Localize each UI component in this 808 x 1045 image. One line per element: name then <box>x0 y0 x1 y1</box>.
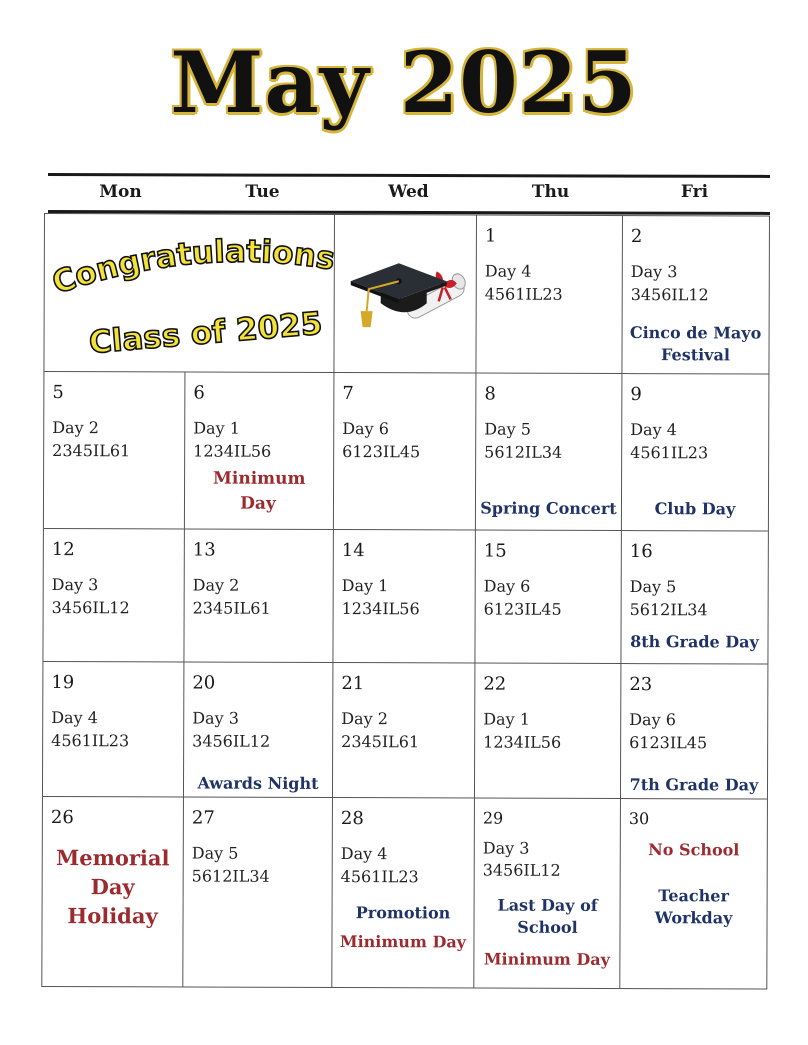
banner-line1: Congratulations <box>47 233 337 302</box>
event-label: Memorial Day Holiday <box>55 845 170 929</box>
schedule-code: 4561IL23 <box>340 867 419 887</box>
svg-text:Congratulations <box>48 233 337 302</box>
weekday-fri: Fri <box>680 182 709 202</box>
day-cell[interactable] <box>332 798 475 987</box>
congratulations-banner <box>46 232 336 363</box>
day-cell[interactable] <box>476 374 623 532</box>
weekday-mon: Mon <box>99 182 142 202</box>
rotation-day: Day 4 <box>51 708 98 728</box>
day-cell[interactable] <box>183 797 333 987</box>
date-number: 16 <box>629 541 653 563</box>
event-label: Spring Concert <box>480 498 617 519</box>
event-label: Minimum Day <box>483 949 610 969</box>
day-cell[interactable] <box>43 529 184 662</box>
header-top-rule <box>48 173 770 178</box>
date-number: 1 <box>484 225 497 247</box>
rotation-day: Day 1 <box>483 709 530 729</box>
schedule-code: 5612IL34 <box>484 442 563 462</box>
date-number: 7 <box>342 383 354 405</box>
date-number: 14 <box>341 540 365 562</box>
day-cell[interactable] <box>621 531 767 665</box>
event-label: Club Day <box>654 499 736 519</box>
day-cell[interactable] <box>474 799 621 989</box>
rotation-day: Day 2 <box>192 575 240 595</box>
weekday-wed: Wed <box>388 182 429 202</box>
schedule-code: 6123IL45 <box>342 442 421 462</box>
day-cell[interactable] <box>43 662 184 797</box>
schedule-code: 2345IL61 <box>52 441 131 461</box>
rotation-day: Day 2 <box>52 418 99 438</box>
rotation-day: Day 5 <box>484 419 531 439</box>
rotation-day: Day 4 <box>484 261 532 281</box>
day-cell[interactable] <box>475 664 621 800</box>
event-label: Minimum Day <box>339 932 467 952</box>
date-number: 19 <box>51 672 75 694</box>
date-number: 21 <box>341 673 365 695</box>
schedule-code: 1234IL56 <box>483 732 562 752</box>
schedule-code: 3456IL12 <box>482 860 561 880</box>
day-cell[interactable] <box>184 662 333 798</box>
day-cell[interactable] <box>333 530 475 663</box>
event-label: Teacher Workday <box>654 886 733 928</box>
weekday-thu: Thu <box>531 182 570 202</box>
rotation-day: Day 4 <box>630 420 677 440</box>
date-number: 9 <box>630 384 642 406</box>
rotation-day: Day 6 <box>629 710 676 730</box>
page-title: May 2025 <box>170 33 638 132</box>
day-cell[interactable] <box>44 372 186 529</box>
rotation-day: Day 3 <box>630 262 678 282</box>
rotation-day: Day 5 <box>191 843 239 863</box>
grad-image-cell <box>334 215 477 373</box>
rotation-day: Day 6 <box>342 419 389 439</box>
day-cell[interactable] <box>185 372 335 530</box>
event-label: Last Day of School <box>497 895 598 937</box>
schedule-code: 3456IL12 <box>192 731 271 751</box>
graduation-cap-icon <box>343 241 473 341</box>
event-label: 8th Grade Day <box>630 632 759 652</box>
date-number: 22 <box>483 673 507 695</box>
congrats-banner-cell <box>44 214 335 373</box>
banner-line2: Class of 2025 <box>87 305 324 362</box>
rotation-day: Day 4 <box>340 844 388 864</box>
schedule-code: 5612IL34 <box>191 866 270 886</box>
schedule-code: 2345IL61 <box>341 732 420 752</box>
rotation-day: Day 1 <box>193 418 240 438</box>
date-number: 30 <box>628 809 650 829</box>
date-number: 13 <box>192 539 216 561</box>
event-label: No School <box>648 840 740 860</box>
event-label: Promotion <box>355 903 451 923</box>
event-label: Awards Night <box>197 773 319 793</box>
date-number: 12 <box>51 539 75 561</box>
event-label: 7th Grade Day <box>629 775 759 795</box>
day-cell[interactable] <box>622 374 769 532</box>
day-cell[interactable] <box>620 799 767 989</box>
date-number: 2 <box>630 226 643 248</box>
date-number: 28 <box>340 808 364 830</box>
rotation-day: Day 6 <box>483 576 531 596</box>
rotation-day: Day 3 <box>192 708 239 728</box>
date-number: 8 <box>484 383 496 405</box>
schedule-code: 2345IL61 <box>192 598 271 618</box>
rotation-day: Day 5 <box>629 577 677 597</box>
calendar-grid <box>41 213 770 990</box>
day-cell[interactable] <box>621 664 767 800</box>
date-number: 23 <box>629 674 653 696</box>
weekday-tue: Tue <box>245 182 280 202</box>
day-cell[interactable] <box>334 373 477 530</box>
date-number: 26 <box>50 807 74 829</box>
date-number: 29 <box>482 808 504 828</box>
day-cell[interactable] <box>333 663 475 798</box>
schedule-code: 6123IL45 <box>629 733 708 753</box>
day-cell[interactable] <box>42 797 184 986</box>
date-number: 15 <box>483 540 507 562</box>
date-number: 27 <box>191 807 215 829</box>
day-cell[interactable] <box>184 529 333 663</box>
rotation-day: Day 3 <box>51 575 99 595</box>
event-label: Minimum Day <box>213 468 306 514</box>
rotation-day: Day 3 <box>482 838 530 858</box>
schedule-code: 1234IL56 <box>193 441 272 461</box>
date-number: 6 <box>193 382 205 404</box>
schedule-code: 5612IL34 <box>629 600 708 620</box>
event-label: Cinco de Mayo Festival <box>629 323 762 365</box>
schedule-code: 3456IL12 <box>51 598 130 618</box>
schedule-code: 4561IL23 <box>484 284 563 304</box>
schedule-code: 1234IL56 <box>341 599 420 619</box>
day-cell[interactable] <box>476 216 623 375</box>
day-cell[interactable] <box>475 531 621 665</box>
rotation-day: Day 1 <box>341 576 389 596</box>
date-number: 20 <box>192 672 216 694</box>
schedule-code: 4561IL23 <box>51 731 130 751</box>
schedule-code: 6123IL45 <box>483 599 562 619</box>
rotation-day: Day 2 <box>341 709 388 729</box>
date-number: 5 <box>52 382 64 404</box>
schedule-code: 3456IL12 <box>630 285 709 305</box>
day-cell[interactable] <box>622 216 769 375</box>
schedule-code: 4561IL23 <box>630 443 709 463</box>
